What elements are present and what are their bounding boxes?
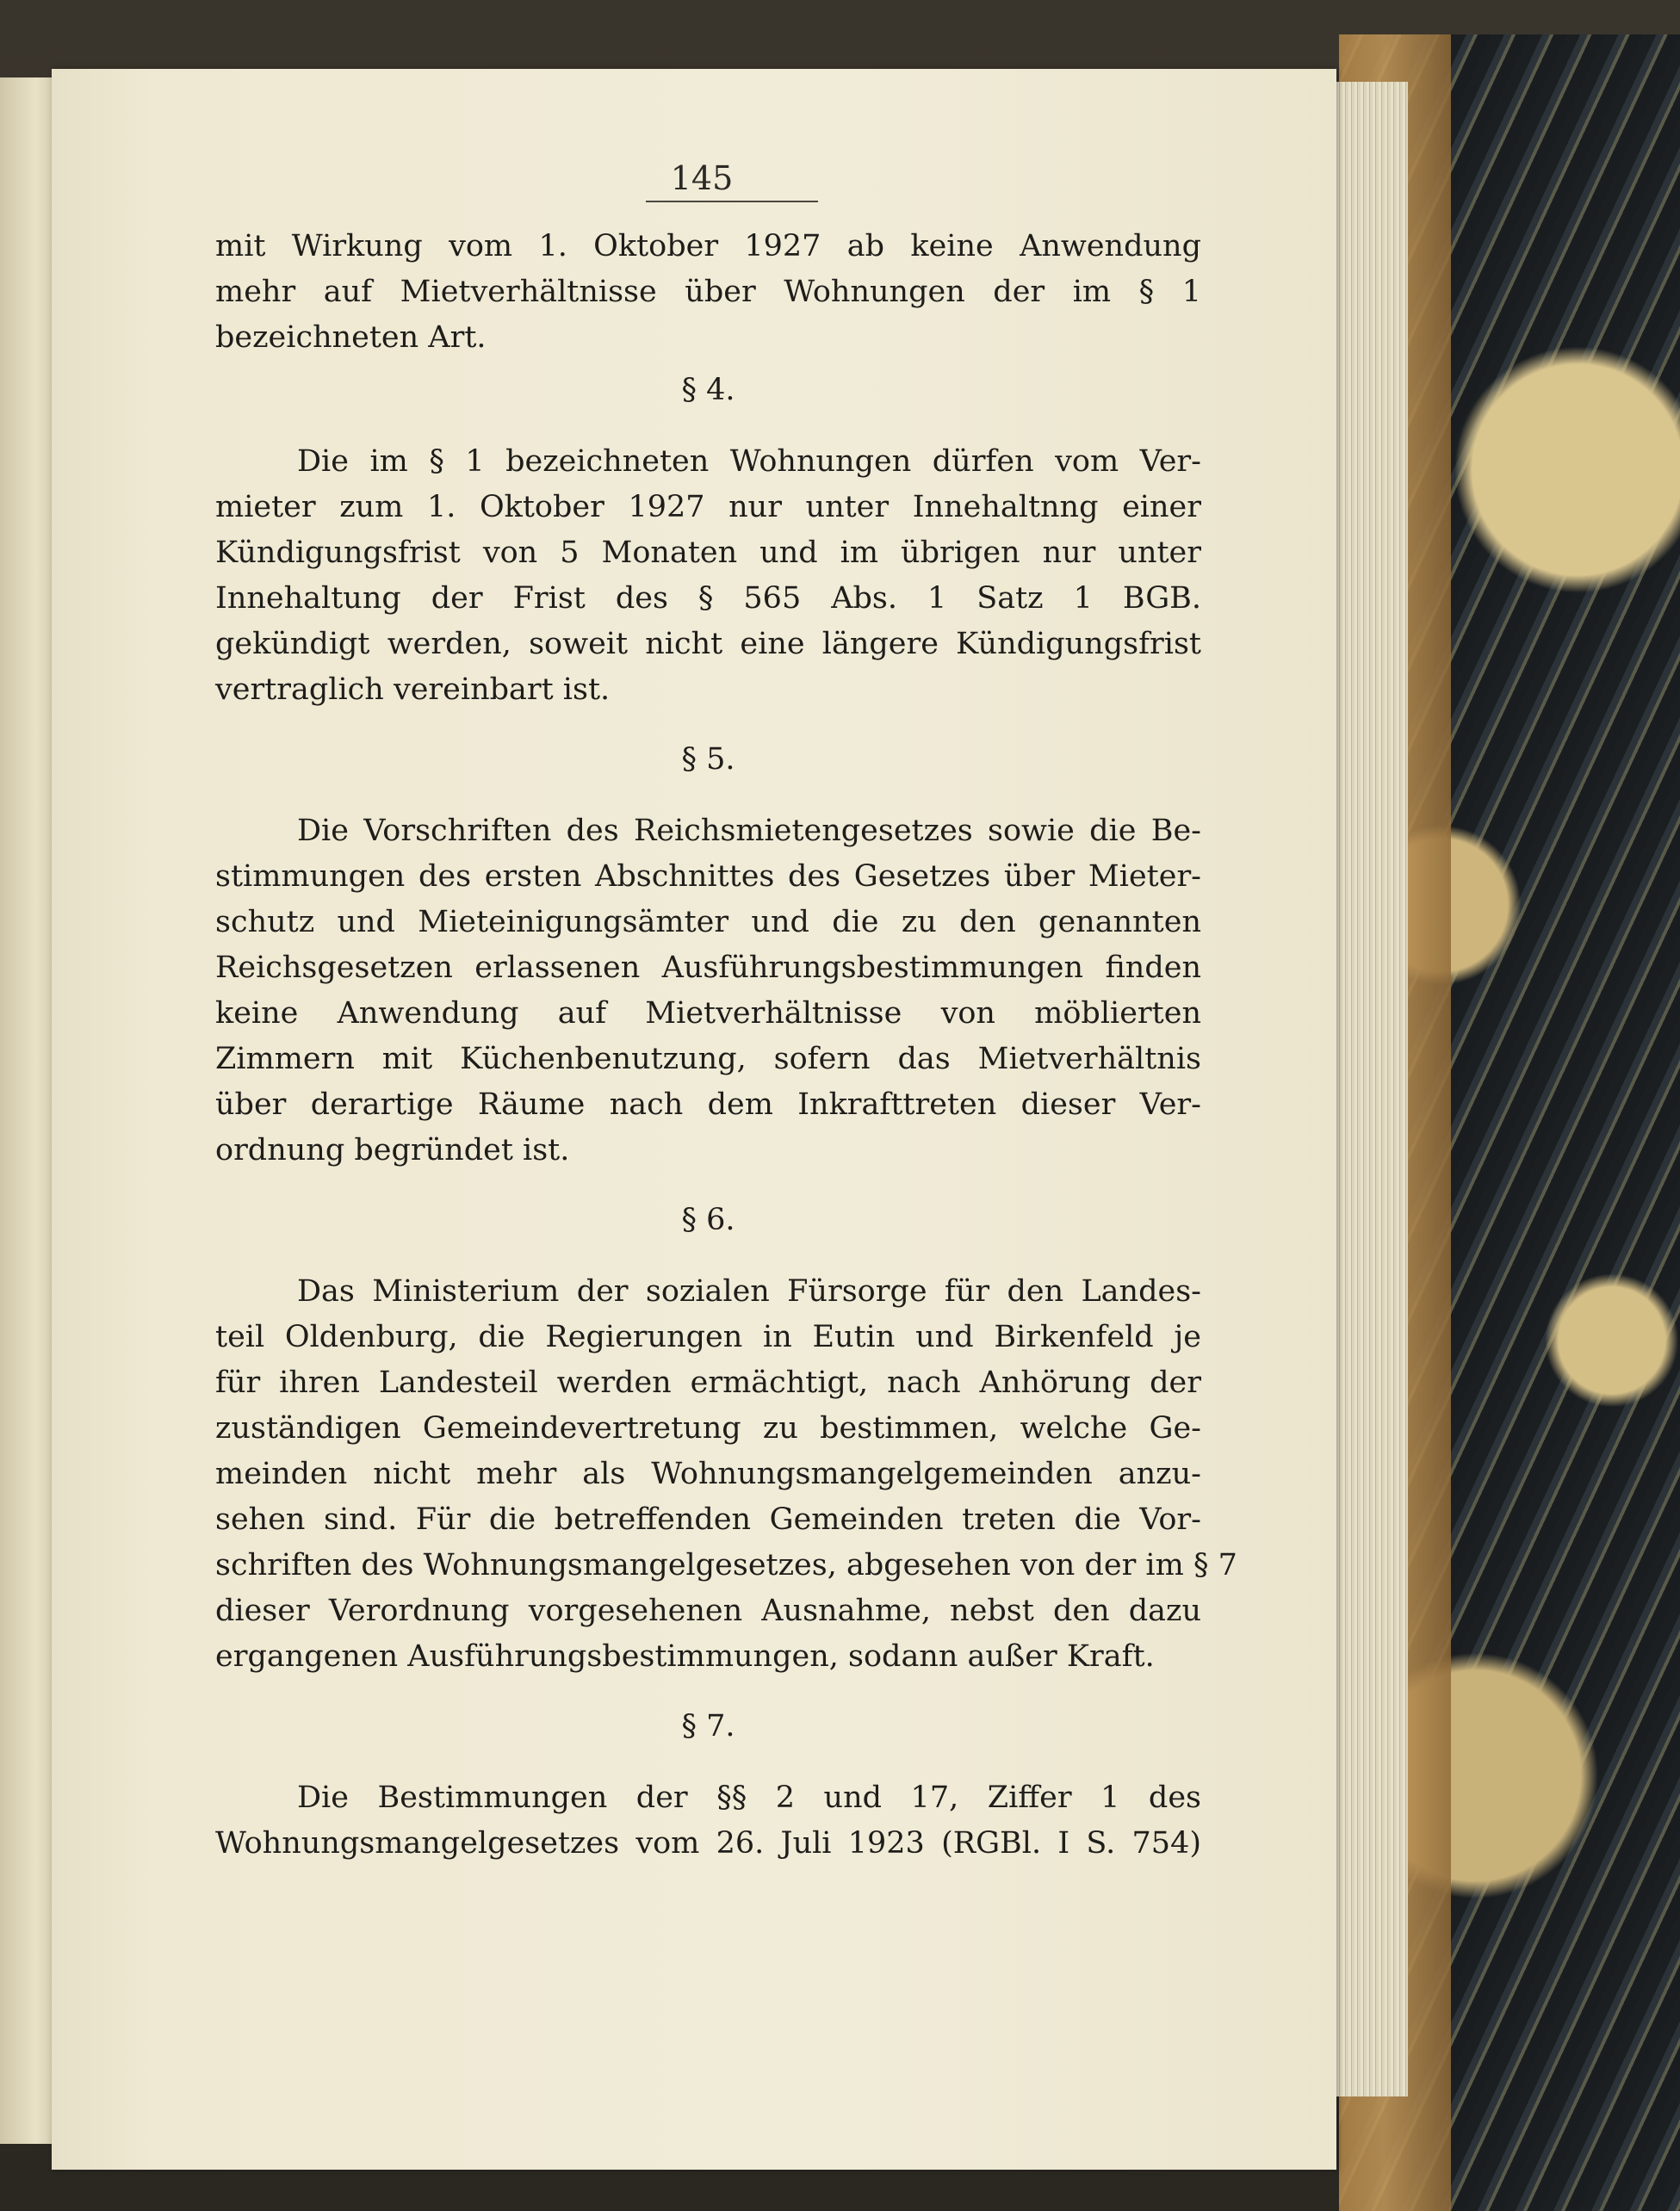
text-line: Innehaltung der Frist des § 565 Abs. 1 Satz 1 BGB. bbox=[215, 581, 1201, 616]
text-line: Die im § 1 bezeichneten Wohnungen dürfen vom Ver- bbox=[297, 444, 1201, 479]
text-line: Wohnungsmangelgesetzes vom 26. Juli 1923 (RGBl. I S. 754) bbox=[215, 1826, 1201, 1861]
left-page-edge bbox=[0, 77, 52, 2144]
section-heading-5: § 5. bbox=[681, 742, 735, 777]
text-line: für ihren Landesteil werden ermächtigt, nach Anhörung der bbox=[215, 1366, 1201, 1400]
section-heading-7: § 7. bbox=[681, 1709, 735, 1743]
section-heading-6: § 6. bbox=[681, 1203, 735, 1237]
text-line: ordnung begründet ist. bbox=[215, 1133, 570, 1167]
book-page bbox=[52, 69, 1336, 2170]
text-line: sehen sind. Für die betreffenden Gemeinden treten die Vor- bbox=[215, 1502, 1201, 1537]
text-line: Das Ministerium der sozialen Fürsorge für den Landes- bbox=[297, 1274, 1201, 1309]
text-line: meinden nicht mehr als Wohnungsmangelgemeinden anzu- bbox=[215, 1457, 1201, 1491]
text-line: ergangenen Ausführungsbestimmungen, sodann außer Kraft. bbox=[215, 1639, 1155, 1674]
text-line: zuständigen Gemeindevertretung zu bestimmen, welche Ge- bbox=[215, 1411, 1201, 1446]
text-line: mieter zum 1. Oktober 1927 nur unter Innehaltnng einer bbox=[215, 490, 1201, 524]
text-line: gekündigt werden, soweit nicht eine längere Kündigungsfrist bbox=[215, 627, 1201, 661]
text-line: schriften des Wohnungsmangelgesetzes, abgesehen von der im § 7 bbox=[215, 1548, 1237, 1582]
text-line: Die Vorschriften des Reichsmietengesetzes sowie die Be- bbox=[297, 814, 1201, 848]
text-line: bezeichneten Art. bbox=[215, 320, 487, 355]
text-line: vertraglich vereinbart ist. bbox=[215, 672, 611, 707]
text-line: Reichsgesetzen erlassenen Ausführungsbestimmungen finden bbox=[215, 951, 1201, 985]
text-line: Die Bestimmungen der §§ 2 und 17, Ziffer 1 des bbox=[297, 1781, 1201, 1815]
text-line: über derartige Räume nach dem Inkrafttreten dieser Ver- bbox=[215, 1087, 1201, 1122]
page-number-rule bbox=[646, 201, 818, 202]
text-line: stimmungen des ersten Abschnittes des Gesetzes über Mieter- bbox=[215, 859, 1201, 894]
page-number: 145 bbox=[670, 159, 734, 197]
text-line: Zimmern mit Küchenbenutzung, sofern das Mietverhältnis bbox=[215, 1042, 1201, 1076]
text-line: Kündigungsfrist von 5 Monaten und im übrigen nur unter bbox=[215, 536, 1201, 570]
body-text bbox=[215, 224, 1237, 1867]
text-line: schutz und Mieteinigungsämter und die zu den genannten bbox=[215, 905, 1201, 939]
text-line: keine Anwendung auf Mietverhältnisse von möblierten bbox=[215, 996, 1201, 1031]
section-heading-4: § 4. bbox=[681, 373, 735, 407]
text-line: teil Oldenburg, die Regierungen in Eutin und Birkenfeld je bbox=[215, 1320, 1201, 1354]
text-line: mit Wirkung vom 1. Oktober 1927 ab keine Anwendung bbox=[215, 229, 1201, 263]
text-line: mehr auf Mietverhältnisse über Wohnungen der im § 1 bbox=[215, 275, 1201, 309]
text-line: dieser Verordnung vorgesehenen Ausnahme, nebst den dazu bbox=[215, 1594, 1201, 1628]
page-stack-edge bbox=[1330, 82, 1408, 2096]
